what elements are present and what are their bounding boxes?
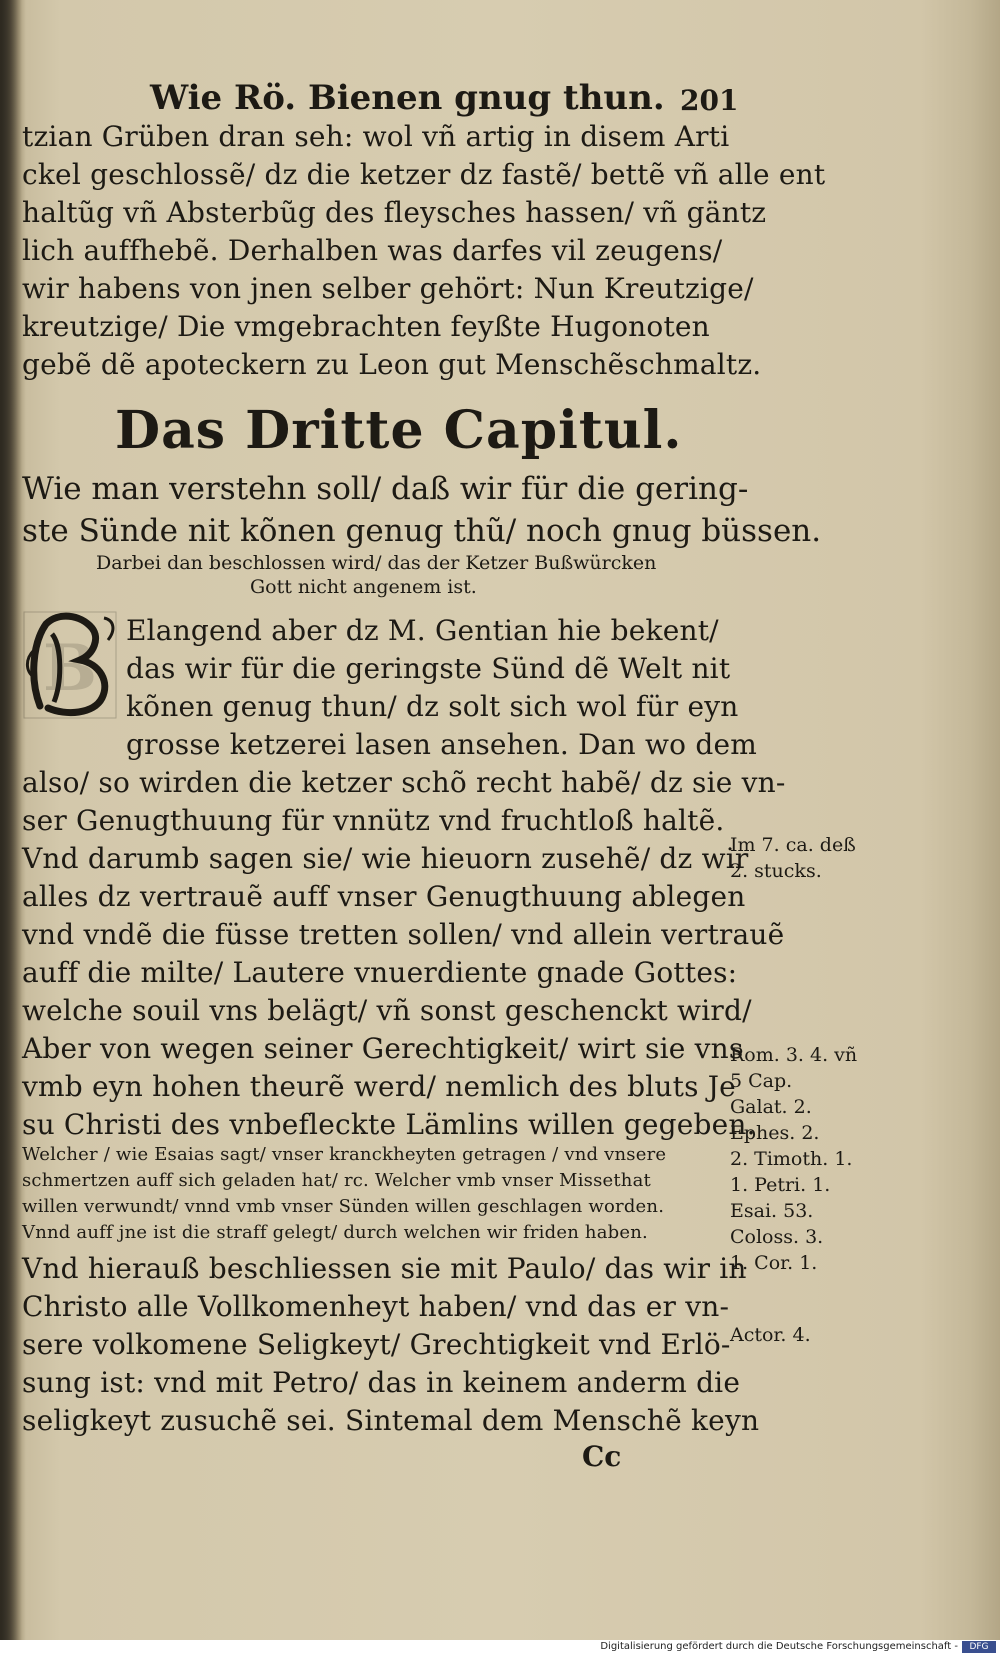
small-text-line: schmertzen auff sich geladen hat/ rc. Welcher vmb vnser Missethat <box>22 1170 651 1191</box>
text-line: grosse ketzerei lasen ansehen. Dan wo dem <box>126 728 757 761</box>
text-line: Elangend aber dz M. Gentian hie bekent/ <box>126 614 719 647</box>
text-line: welche souil vns belägt/ vñ sonst geschenckt wird/ <box>22 994 752 1027</box>
decorated-initial-b <box>22 610 118 720</box>
margin-note-line: 2. stucks. <box>730 860 822 882</box>
text-line: haltũg vñ Absterbũg des fleysches hassen/ vñ gäntz <box>22 196 767 229</box>
chapter-subtitle-line: Wie man verstehn soll/ daß wir für die gering- <box>22 471 749 507</box>
text-line: auff die milte/ Lautere vnuerdiente gnade Gottes: <box>22 956 738 989</box>
text-line: wir habens von jnen selber gehört: Nun Kreutzige/ <box>22 272 754 305</box>
text-line: Vnd darumb sagen sie/ wie hieuorn zusehẽ/ dz wir <box>22 842 749 875</box>
chapter-note-line: Darbei dan beschlossen wird/ das der Ketzer Bußwürcken <box>96 552 657 574</box>
text-line: Vnd hierauß beschliessen sie mit Paulo/ das wir in <box>22 1252 747 1285</box>
margin-note-line: Actor. 4. <box>730 1324 811 1346</box>
svg-text:B: B <box>42 631 98 706</box>
text-line: seligkeyt zusuchẽ sei. Sintemal dem Menschẽ keyn <box>22 1404 760 1437</box>
margin-note-line: Esai. 53. <box>730 1200 814 1222</box>
text-line: lich auffhebẽ. Derhalben was darfes vil zeugens/ <box>22 234 723 267</box>
text-line: ser Genugthuung für vnnütz vnd fruchtloß haltẽ. <box>22 804 725 837</box>
text-line: kõnen genug thun/ dz solt sich wol für eyn <box>126 690 739 723</box>
margin-note-line: Im 7. ca. deß <box>730 834 856 856</box>
text-line: vmb eyn hohen theurẽ werd/ nemlich des bluts Je <box>22 1070 736 1103</box>
text-line: Aber von wegen seiner Gerechtigkeit/ wirt sie vns <box>22 1032 744 1065</box>
text-line: Christo alle Vollkomenheyt haben/ vnd das er vn- <box>22 1290 730 1323</box>
dfg-logo: DFG <box>962 1641 996 1653</box>
chapter-subtitle-line: ste Sünde nit kõnen genug thũ/ noch gnug büssen. <box>22 513 822 549</box>
text-line: alles dz vertrauẽ auff vnser Genugthuung ablegen <box>22 880 746 913</box>
signature-mark: Cc <box>582 1440 622 1473</box>
margin-note-1 <box>730 832 880 884</box>
text-line: gebẽ dẽ apoteckern zu Leon gut Menschẽschmaltz. <box>22 348 762 381</box>
text-line: also/ so wirden die ketzer schõ recht habẽ/ dz sie vn- <box>22 766 786 799</box>
running-title: Wie Rö. Bienen gnug thun. <box>150 78 665 118</box>
margin-note-line: 1. Petri. 1. <box>730 1174 831 1196</box>
small-text-line: Vnnd auff jne ist die straff gelegt/ durch welchen wir friden haben. <box>22 1222 648 1243</box>
text-line: sung ist: vnd mit Petro/ das in keinem anderm die <box>22 1366 741 1399</box>
chapter-title: Das Dritte Capitul. <box>115 400 683 461</box>
footer-credit: Digitalisierung gefördert durch die Deutsche Forschungsgemeinschaft - <box>600 1641 958 1652</box>
margin-note-line: Ephes. 2. <box>730 1122 820 1144</box>
page-number: 201 <box>680 84 739 117</box>
small-text-line: willen verwundt/ vnnd vmb vnser Sünden willen geschlagen worden. <box>22 1196 665 1217</box>
margin-note-2 <box>730 1042 880 1276</box>
margin-note-line: 5 Cap. <box>730 1070 793 1092</box>
text-line: das wir für die geringste Sünd dẽ Welt nit <box>126 652 731 685</box>
text-line: kreutzige/ Die vmgebrachten feyßte Hugonoten <box>22 310 710 343</box>
text-line: sere volkomene Seligkeyt/ Grechtigkeit vnd Erlö- <box>22 1328 731 1361</box>
margin-note-3 <box>730 1322 880 1348</box>
text-line: tzian Grüben dran seh: wol vñ artig in disem Arti <box>22 120 730 153</box>
margin-note-line: Galat. 2. <box>730 1096 812 1118</box>
text-line: ckel geschlossẽ/ dz die ketzer dz fastẽ/ bettẽ vñ alle ent <box>22 158 826 191</box>
small-text-line: Welcher / wie Esaias sagt/ vnser kranckheyten getragen / vnd vnsere <box>22 1144 667 1165</box>
margin-note-line: Rom. 3. 4. vñ <box>730 1044 858 1066</box>
margin-note-line: 1. Cor. 1. <box>730 1252 818 1274</box>
footer-bar <box>0 1640 1000 1654</box>
text-line: vnd vndẽ die füsse tretten sollen/ vnd allein vertrauẽ <box>22 918 785 951</box>
text-line: su Christi des vnbefleckte Lämlins willen gegeben. <box>22 1108 756 1141</box>
margin-note-line: Coloss. 3. <box>730 1226 824 1248</box>
chapter-note-line: Gott nicht angenem ist. <box>250 576 477 598</box>
margin-note-line: 2. Timoth. 1. <box>730 1148 853 1170</box>
